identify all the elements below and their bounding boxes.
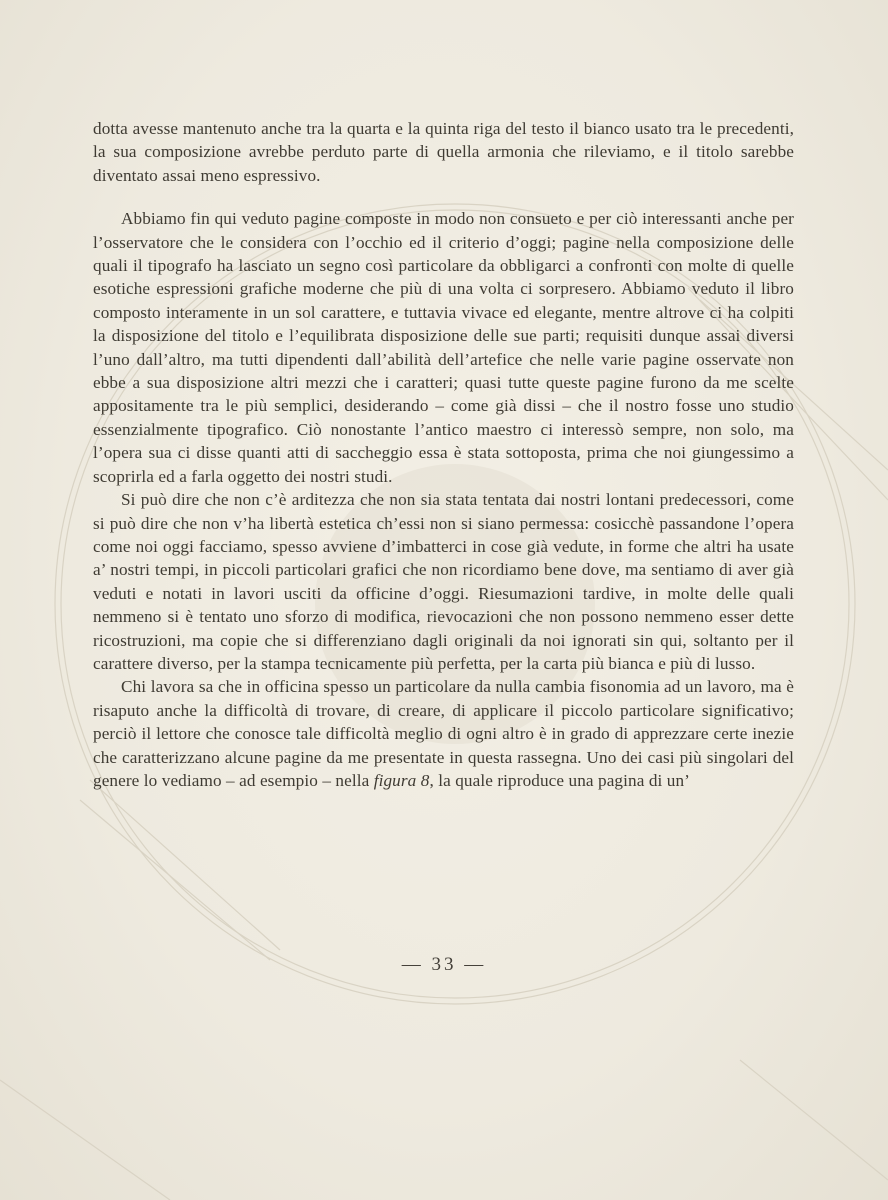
paragraph-1: dotta avesse mantenuto anche tra la quarta e la quinta riga del testo il bianco usato tra le precedenti, la sua composizione avrebbe perduto parte di quella armonia che rileviamo, e il titolo sarebbe diventato assai meno espressivo.: [93, 119, 794, 185]
paragraph-4-text-after: , la quale riproduce una pagina di un’: [429, 770, 691, 790]
body-text: [93, 117, 794, 792]
paragraph-4-text-before: Chi lavora sa che in officina spesso un particolare da nulla cambia fisonomia ad un lavoro, ma è risaputo anche la difficoltà di trovare, di creare, di applicare il piccolo particolare significativo; perciò il lettore che conosce tale difficoltà meglio di ogni altro è in grado di apprezzare certe inezie che caratterizzano alcune pagine da me presentate in questa rassegna. Uno dei casi più singolari del genere lo vediamo – ad esempio – nella: [93, 677, 794, 790]
paragraph-4: [93, 675, 794, 792]
figure-reference: figura 8: [373, 770, 430, 790]
paragraph-3: Si può dire che non c’è arditezza che non sia stata tentata dai nostri lontani predecessori, come si può dire che non v’ha libertà estetica ch’essi non si siano permessa: cosicchè passandone l’opera come noi oggi facciamo, spesso avviene d’imbatterci in cose già vedute, in forme che altri ha usate a’ nostri tempi, in piccoli particolari grafici che non ricordiamo bene dove, ma sentiamo di aver già veduti e notati in lavori usciti da officine d’oggi. Riesumazioni tardive, in molte delle quali nemmeno si è tentato uno sforzo di modifica, rievocazioni che non possono nemmeno esser dette ricostruzioni, ma copie che si differenziano dagli originali da noi ignorati sin qui, soltanto per il carattere diverso, per la stampa tecnicamente più perfetta, per la carta più bianca e più di lusso.: [93, 490, 794, 673]
paragraph-2: Abbiamo fin qui veduto pagine composte in modo non consueto e per ciò interessanti anche per l’osservatore che le considera con l’occhio ed il criterio d’oggi; pagine nella composizione delle quali il tipografo ha lasciato un segno così particolare da obbligarci a confronti con molte di quelle esotiche espressioni grafiche moderne che più di una volta ci sorpresero. Abbiamo veduto il libro composto interamente in un sol carattere, e tuttavia vivace ed elegante, mentre altrove ci ha colpiti la disposizione del titolo e l’equilibrata disposizione delle sue parti; requisiti dunque assai diversi l’uno dall’altro, ma tutti dipendenti dall’abilità dell’artefice che nelle varie pagine osservate non ebbe a sua disposizione altri mezzi che i caratteri; quasi tutte queste pagine furono da me scelte appositamente tra le più semplici, desiderando – come già dissi – che il nostro fosse uno studio essenzialmente tipografico. Ciò nonostante l’antico maestro ci interessò sempre, non solo, ma l’opera sua ci disse quanti atti di saccheggio essa è stata sottoposta, prima che noi giungessimo a scoprirla ed a farla oggetto dei nostri studi.: [93, 209, 794, 486]
page-number: — 33 —: [401, 954, 487, 975]
